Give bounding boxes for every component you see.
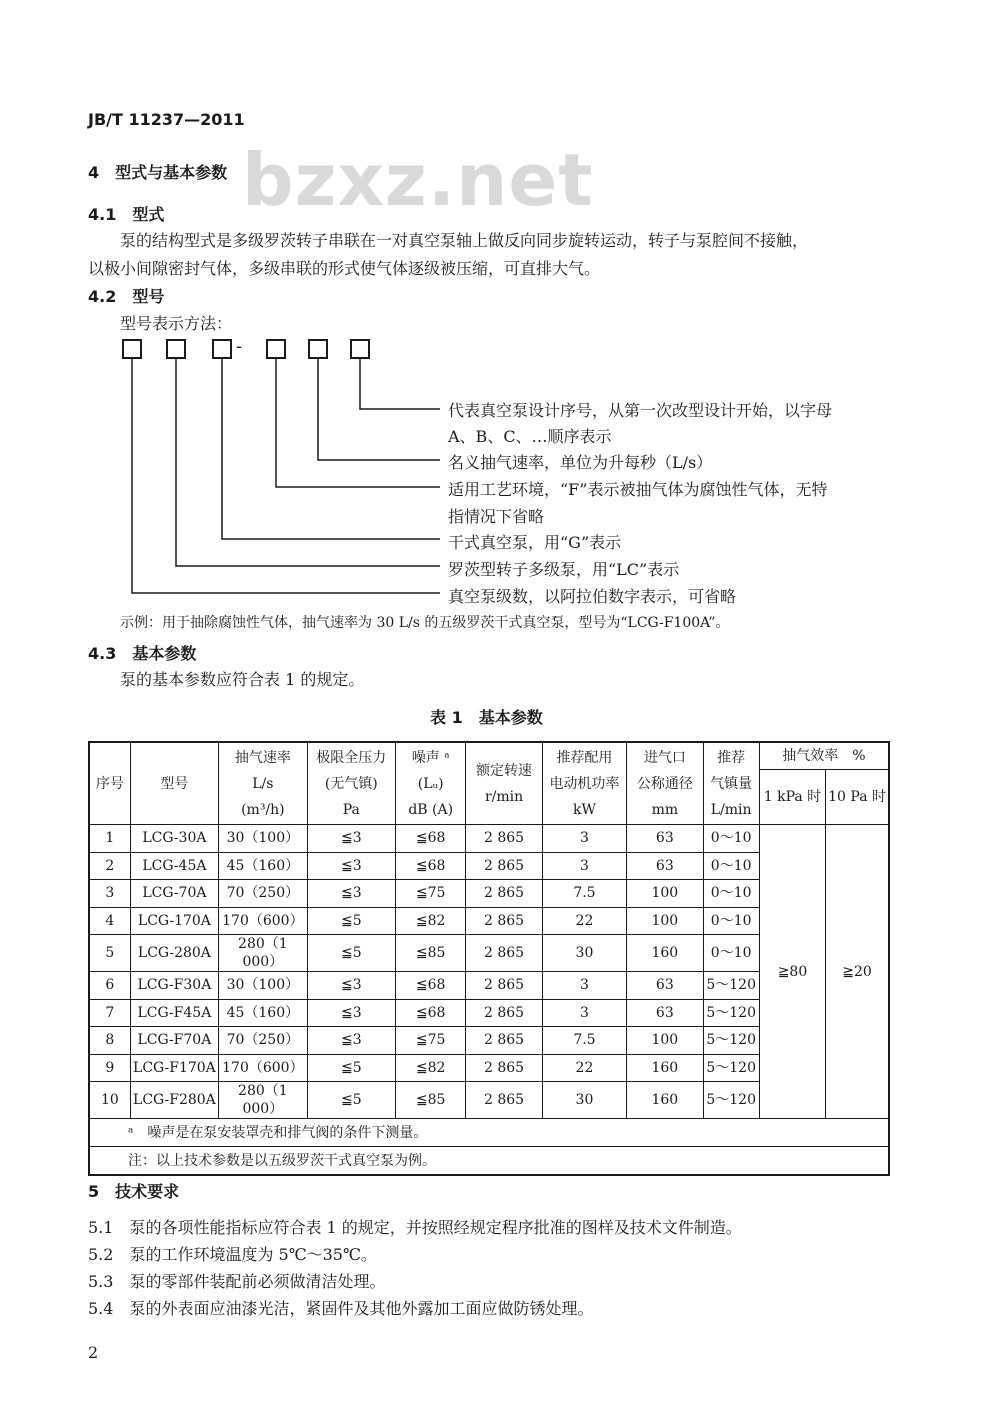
eff-1kpa-value: ≧80: [759, 825, 825, 1119]
code-box-2: [166, 339, 186, 359]
table-note: 注：以上技术参数是以五级罗茨干式真空泵为例。: [89, 1147, 889, 1176]
th-ultimate-pressure: 极限全压力 (无气镇) Pa: [307, 742, 395, 825]
diagram-label-env: 适用工艺环境，“F”表示被抽气体为腐蚀性气体，无特: [448, 480, 828, 499]
th-noise: 噪声 ᵃ (Lᵤ) dB (A): [396, 742, 466, 825]
section-4-3-text: 泵的基本参数应符合表 1 的规定。: [120, 670, 365, 689]
code-dash: -: [236, 336, 243, 357]
basic-parameters-table: [88, 741, 890, 1176]
code-box-5: [308, 339, 328, 359]
table-row: 4 LCG-170A 170（600） ≦5 ≦82 2 865 22 100 0～10: [89, 907, 889, 935]
diagram-label-dry: 干式真空泵，用“G”表示: [448, 533, 622, 552]
th-motor-power: 推荐配用 电动机功率 kW: [542, 742, 626, 825]
th-speed: 抽气速率 L/s (m³/h): [219, 742, 307, 825]
leader-line-6: [360, 358, 440, 409]
code-box-4: [266, 339, 286, 359]
diagram-label-stages: 真空泵级数，以阿拉伯数字表示，可省略: [448, 587, 737, 606]
table-row: 6 LCG-F30A 30（100） ≦3 ≦68 2 865 3 63 5～120: [89, 972, 889, 1000]
diagram-label-roots: 罗茨型转子多级泵，用“LC”表示: [448, 560, 680, 579]
code-box-1: [122, 339, 142, 359]
section-4-title: 4 型式与基本参数: [88, 163, 228, 182]
section-5-4: 5.4 泵的外表面应油漆光洁，紧固件及其他外露加工面应做防锈处理。: [88, 1299, 594, 1318]
diagram-label-env-cont: 指情况下省略: [448, 507, 545, 526]
code-box-6: [350, 339, 370, 359]
leader-line-4: [276, 358, 440, 487]
th-rated-speed: 额定转速 r/min: [466, 742, 542, 825]
section-4-2-intro: 型号表示方法：: [120, 314, 233, 333]
th-gas-ballast: 推荐 气镇量 L/min: [703, 742, 759, 825]
table-caption: 表 1 基本参数: [430, 708, 543, 727]
leader-line-2: [176, 358, 440, 566]
section-5-3: 5.3 泵的零部件装配前必须做清洁处理。: [88, 1272, 386, 1291]
th-eff-1kpa: 1 kPa 时: [759, 770, 825, 825]
diagram-label-design-seq-cont: A、B、C、…顺序表示: [448, 427, 612, 446]
section-4-1-title: 4.1 型式: [88, 205, 165, 224]
section-5-title: 5 技术要求: [88, 1182, 180, 1201]
th-eff-10pa: 10 Pa 时: [826, 770, 889, 825]
standard-code: JB/T 11237—2011: [88, 110, 245, 129]
eff-10pa-value: ≧20: [826, 825, 889, 1119]
table-row: 1 LCG-30A 30（100） ≦3 ≦68 2 865 3 63 0～10 ≧80 ≧20: [89, 825, 889, 853]
th-efficiency: 抽气效率 %: [759, 742, 889, 770]
table-row: 5 LCG-280A 280（1 000） ≦5 ≦85 2 865 30 160 0～10: [89, 935, 889, 972]
leader-line-1: [132, 358, 440, 593]
th-no: 序号: [89, 742, 130, 825]
page-number: 2: [88, 1343, 99, 1362]
diagram-label-speed: 名义抽气速率，单位为升每秒（L/s）: [448, 453, 713, 472]
section-5-1: 5.1 泵的各项性能指标应符合表 1 的规定，并按照经规定程序批准的图样及技术文件制造。: [88, 1218, 742, 1237]
table-row: 9 LCG-F170A 170（600） ≦5 ≦82 2 865 22 160 5～120: [89, 1054, 889, 1082]
watermark-text: bzxz.net: [242, 138, 594, 222]
table-row: 3 LCG-70A 70（250） ≦3 ≦75 2 865 7.5 100 0～10: [89, 880, 889, 908]
table-row: 8 LCG-F70A 70（250） ≦3 ≦75 2 865 7.5 100 5～120: [89, 1027, 889, 1055]
section-5-2: 5.2 泵的工作环境温度为 5℃～35℃。: [88, 1245, 377, 1264]
section-4-2-title: 4.2 型号: [88, 287, 165, 306]
th-inlet-diameter: 进气口 公称通径 mm: [627, 742, 703, 825]
table-footnote: ᵃ 噪声是在泵安装罩壳和排气阀的条件下测量。: [89, 1119, 889, 1147]
example-text: 示例：用于抽除腐蚀性气体，抽气速率为 30 L/s 的五级罗茨干式真空泵，型号为“LCG-F100A”。: [120, 615, 730, 631]
leader-line-3: [222, 358, 440, 539]
table-row: 2 LCG-45A 45（160） ≦3 ≦68 2 865 3 63 0～10: [89, 852, 889, 880]
table-row: 7 LCG-F45A 45（160） ≦3 ≦68 2 865 3 63 5～120: [89, 999, 889, 1027]
th-model: 型号: [130, 742, 218, 825]
diagram-label-design-seq: 代表真空泵设计序号，从第一次改型设计开始，以字母: [448, 401, 833, 420]
code-box-3: [212, 339, 232, 359]
table-row: 10 LCG-F280A 280（1 000） ≦5 ≦85 2 865 30 160 5～120: [89, 1082, 889, 1119]
section-4-3-title: 4.3 基本参数: [88, 644, 197, 663]
section-4-1-line1: 泵的结构型式是多级罗茨转子串联在一对真空泵轴上做反向同步旋转运动，转子与泵腔间不接触，: [120, 231, 809, 250]
section-4-1-line2: 以极小间隙密封气体，多级串联的形式使气体逐级被压缩，可直排大气。: [88, 259, 601, 278]
